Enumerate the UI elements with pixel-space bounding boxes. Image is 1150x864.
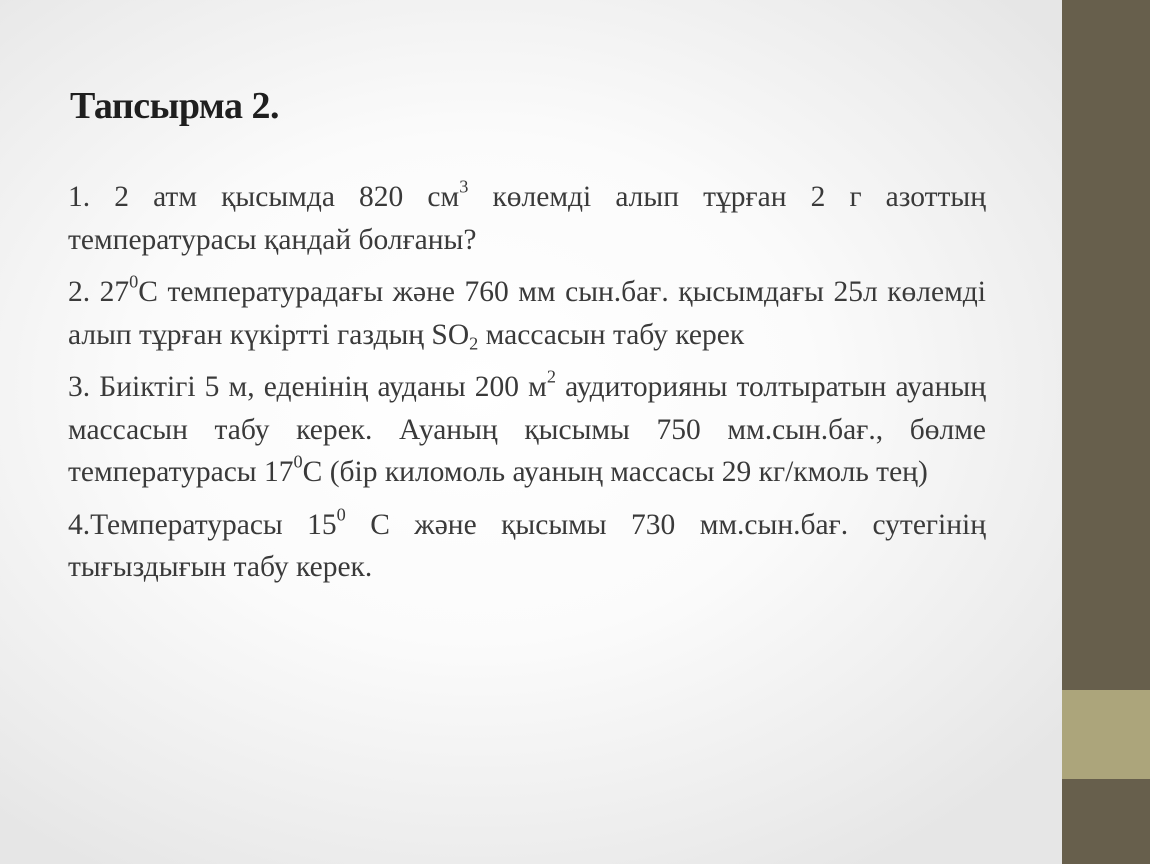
task-1-text-b: көлемді алып тұрған 2 г азоттың температурасы қандай болғаны? [68, 181, 987, 256]
task-item-1 [68, 176, 986, 261]
task-item-2 [68, 271, 986, 356]
sidebar-accent-block [1062, 690, 1150, 779]
task-2-text-a: 2. 27 [68, 276, 130, 308]
slide-title: Тапсырма 2. [70, 85, 280, 127]
task-3-text-a: 3. Биіктігі 5 м, еденінің ауданы 200 м [68, 371, 547, 403]
task-3-text-b: аудиторияны толтыратын ауаның массасын табу керек. Ауаның қысымы 750 мм.сын.бағ., бөлме температурасы 17 [68, 371, 987, 488]
task-4-superscript: 0 [336, 503, 346, 524]
task-3-superscript-1: 2 [546, 366, 556, 387]
task-1-text-a: 1. 2 атм қысымда 820 см [68, 181, 460, 213]
task-4-text-b: С және қысымы 730 мм.сын.бағ. сутегінің тығыздығын табу керек. [68, 508, 986, 583]
task-1-superscript: 3 [459, 176, 469, 197]
task-item-3 [68, 366, 986, 494]
task-item-4 [68, 504, 986, 589]
task-4-text-a: 4.Температурасы 15 [68, 508, 337, 541]
task-2-subscript: 2 [469, 332, 479, 353]
task-3-text-c: С (бір киломоль ауаның массасы 29 кг/кмоль тең) [302, 456, 928, 488]
task-2-text-c: массасын табу керек [478, 318, 745, 351]
task-2-superscript: 0 [129, 271, 139, 292]
task-3-superscript-2: 0 [293, 451, 303, 472]
task-2-text-b: С температурадағы және 760 мм сын.бағ. қысымдағы 25л көлемді алып тұрған күкіртті газдың SO [68, 276, 986, 351]
slide-body [68, 176, 986, 599]
